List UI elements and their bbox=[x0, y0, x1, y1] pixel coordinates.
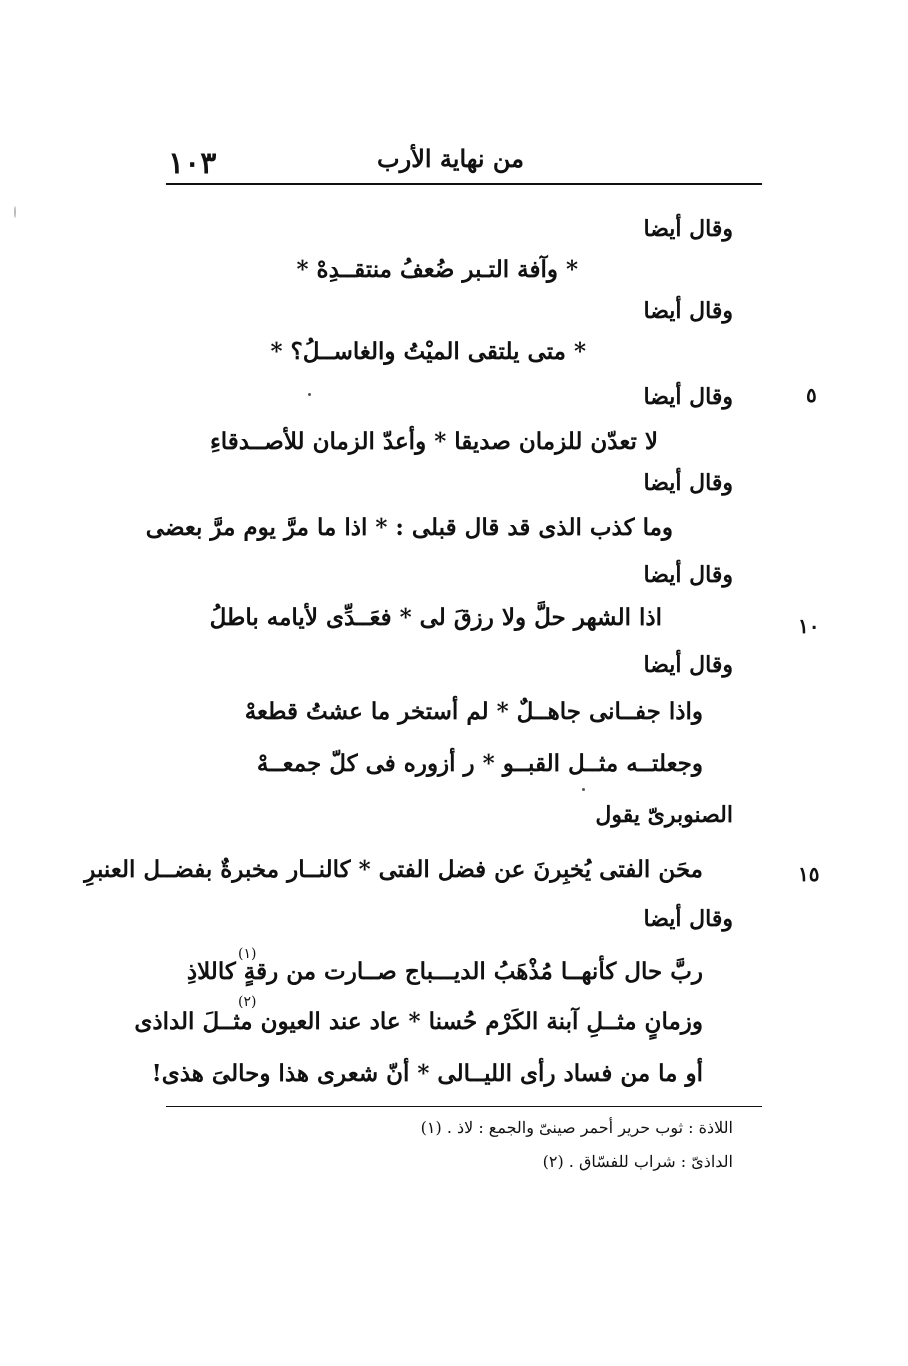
footnote-marker-1: (١) bbox=[238, 946, 257, 962]
poem-intro: وقال أيضا bbox=[643, 652, 733, 678]
line-number-5: ٥ bbox=[806, 383, 817, 407]
verse-line: واذا جفــانى جاهــلٌ * لم أستخر ما عشتُ قطعهْ bbox=[244, 698, 703, 725]
verse-line: * متى يلتقى الميْتُ والغاســلُ؟ * bbox=[270, 338, 586, 365]
footnote-1 bbox=[421, 1118, 733, 1137]
poem-intro: وقال أيضا bbox=[643, 906, 733, 932]
verse-line: وما كذب الذى قد قال قبلى : * اذا ما مرَّ يوم مرَّ بعضى bbox=[145, 514, 673, 541]
poem-intro: وقال أيضا bbox=[643, 216, 733, 242]
footnote-number: (١) bbox=[420, 1118, 442, 1137]
poem-intro: وقال أيضا bbox=[643, 384, 733, 410]
scan-speck bbox=[582, 788, 585, 791]
verse-line: وجعلتــه مثــل القبــو * ر أزوره فى كلّ جمعــهْ bbox=[256, 750, 703, 777]
poem-intro: وقال أيضا bbox=[643, 562, 733, 588]
line-number-10: ١٠ bbox=[798, 614, 820, 638]
footnote-rule bbox=[166, 1106, 762, 1107]
footnote-marker-2: (٢) bbox=[238, 994, 257, 1010]
verse-line: اذا الشهر حلَّ ولا رزقَ لى * فعَــدِّى لأيامه باطلُ bbox=[209, 604, 662, 631]
footnote-2 bbox=[543, 1152, 733, 1171]
page-number: ١٠٣ bbox=[168, 146, 217, 181]
scan-speck bbox=[308, 393, 311, 396]
poem-intro: وقال أيضا bbox=[643, 298, 733, 324]
footnote-text: اللاذة : ثوب حرير أحمر صينىّ والجمع : لاذ . bbox=[446, 1118, 733, 1137]
verse-line: لا تعدّن للزمان صديقا * وأعدّ الزمان للأصــدقاءِ bbox=[209, 428, 658, 455]
scan-speck bbox=[14, 206, 16, 218]
running-title: من نهاية الأرب bbox=[377, 144, 524, 173]
footnote-number: (٢) bbox=[542, 1152, 564, 1171]
verse-line: ربَّ حال كأنهــا مُذْهَبُ الديـــباج صــارت من رقةٍ كاللاذِ bbox=[186, 958, 703, 985]
header-rule bbox=[166, 183, 762, 185]
poem-intro: الصنوبرىّ يقول bbox=[595, 802, 733, 828]
verse-line: محَن الفتى يُخبِرنَ عن فضل الفتى * كالنــار مخبرةٌ بفضــل العنبرِ bbox=[84, 856, 703, 883]
footnote-text: الداذىّ : شراب للفسّاق . bbox=[568, 1152, 733, 1171]
verse-line: وزمانٍ مثــلِ آبنة الكَرْم حُسنا * عاد عند العيون مثــلَ الداذى bbox=[134, 1008, 703, 1035]
poem-intro: وقال أيضا bbox=[643, 470, 733, 496]
verse-line: * وآفة التـبر ضُعفُ منتقــدِهْ * bbox=[296, 256, 578, 283]
verse-line: أو ما من فساد رأى الليــالى * أنّ شعرى هذا وحالىَ هذى! bbox=[151, 1060, 703, 1087]
line-number-15: ١٥ bbox=[798, 862, 820, 886]
